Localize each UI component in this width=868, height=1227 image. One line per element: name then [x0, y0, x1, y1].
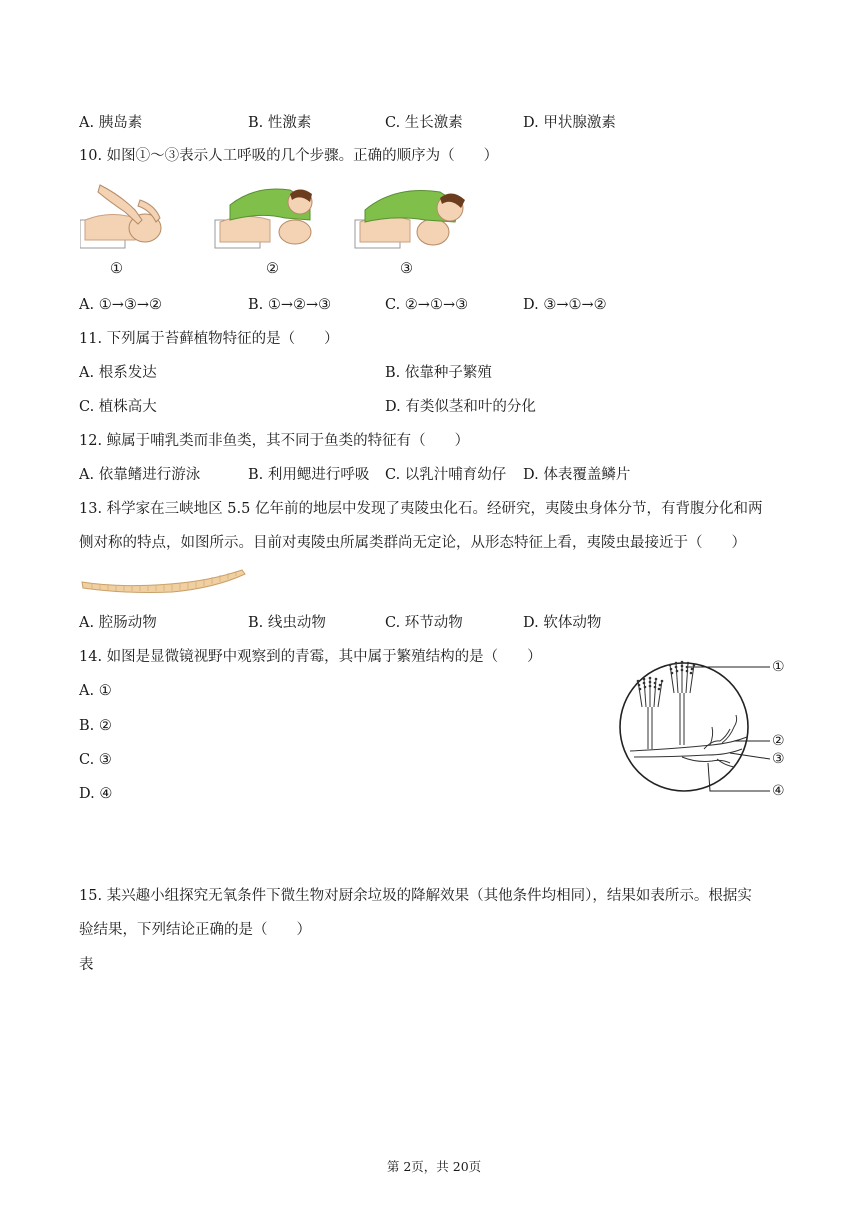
q12-option-c: C. 以乳汁哺育幼仔 [385, 467, 507, 483]
q10-option-b: B. ①→②→③ [248, 297, 332, 313]
penicillium-microscope-figure [612, 645, 818, 805]
penicillium-label-4: ④ [772, 783, 785, 799]
q15-stem-line-2: 验结果，下列结论正确的是（ ） [79, 922, 311, 938]
q14-option-c: C. ③ [79, 752, 112, 768]
q12-option-a: A. 依靠鳍进行游泳 [79, 467, 201, 483]
q11-stem: 11. 下列属于苔藓植物特征的是（ ） [79, 331, 339, 347]
q9-option-c: C. 生长激素 [385, 115, 463, 131]
q9-option-b: B. 性激素 [248, 115, 312, 131]
q10-option-c: C. ②→①→③ [385, 297, 469, 313]
cpr-step-1-illustration [80, 185, 161, 248]
penicillium-label-1: ① [772, 659, 785, 675]
yilingchong-fossil-figure [80, 566, 248, 594]
q15-table-caption: 表 [79, 957, 94, 973]
q12-option-b: B. 利用鳃进行呼吸 [248, 467, 370, 483]
cpr-figure-label-3: ③ [400, 261, 413, 277]
page-number-footer: 第 2页，共 20页 [386, 1159, 482, 1174]
q11-option-a: A. 根系发达 [79, 365, 157, 381]
q12-option-d: D. 体表覆盖鳞片 [523, 467, 631, 483]
q14-stem: 14. 如图是显微镜视野中观察到的青霉，其中属于繁殖结构的是（ ） [79, 649, 542, 665]
q11-option-b: B. 依靠种子繁殖 [385, 365, 492, 381]
q13-option-c: C. 环节动物 [385, 615, 463, 631]
cpr-figure-label-1: ① [110, 261, 123, 277]
q11-option-c: C. 植株高大 [79, 399, 157, 415]
cpr-steps-figure [80, 180, 480, 255]
q12-stem: 12. 鲸属于哺乳类而非鱼类，其不同于鱼类的特征有（ ） [79, 433, 470, 449]
q13-option-d: D. 软体动物 [523, 615, 602, 631]
q13-stem-line-1: 13. 科学家在三峡地区 5.5 亿年前的地层中发现了夷陵虫化石。经研究，夷陵虫身体分节，有背腹分化和两 [79, 501, 763, 517]
q9-option-d: D. 甲状腺激素 [523, 115, 616, 131]
q13-stem-line-2: 侧对称的特点，如图所示。目前对夷陵虫所属类群尚无定论，从形态特征上看，夷陵虫最接近于（ ） [79, 535, 746, 551]
cpr-step-2-illustration [215, 189, 312, 248]
q10-option-a: A. ①→③→② [79, 297, 162, 313]
cpr-step-3-illustration [355, 190, 465, 248]
q10-option-d: D. ③→①→② [523, 297, 607, 313]
penicillium-label-3: ③ [772, 751, 785, 767]
penicillium-label-2: ② [772, 733, 785, 749]
q14-option-a: A. ① [79, 683, 112, 699]
q14-option-d: D. ④ [79, 786, 113, 802]
q14-option-b: B. ② [79, 718, 112, 734]
cpr-figure-label-2: ② [266, 261, 279, 277]
q10-stem: 10. 如图①～③表示人工呼吸的几个步骤。正确的顺序为（ ） [79, 148, 499, 164]
q15-stem-line-1: 15. 某兴趣小组探究无氧条件下微生物对厨余垃圾的降解效果（其他条件均相同），结果如表所示。根据实 [79, 888, 752, 904]
q9-option-a: A. 胰岛素 [79, 115, 143, 131]
q13-option-b: B. 线虫动物 [248, 615, 326, 631]
q11-option-d: D. 有类似茎和叶的分化 [385, 399, 536, 415]
q13-option-a: A. 腔肠动物 [79, 615, 157, 631]
